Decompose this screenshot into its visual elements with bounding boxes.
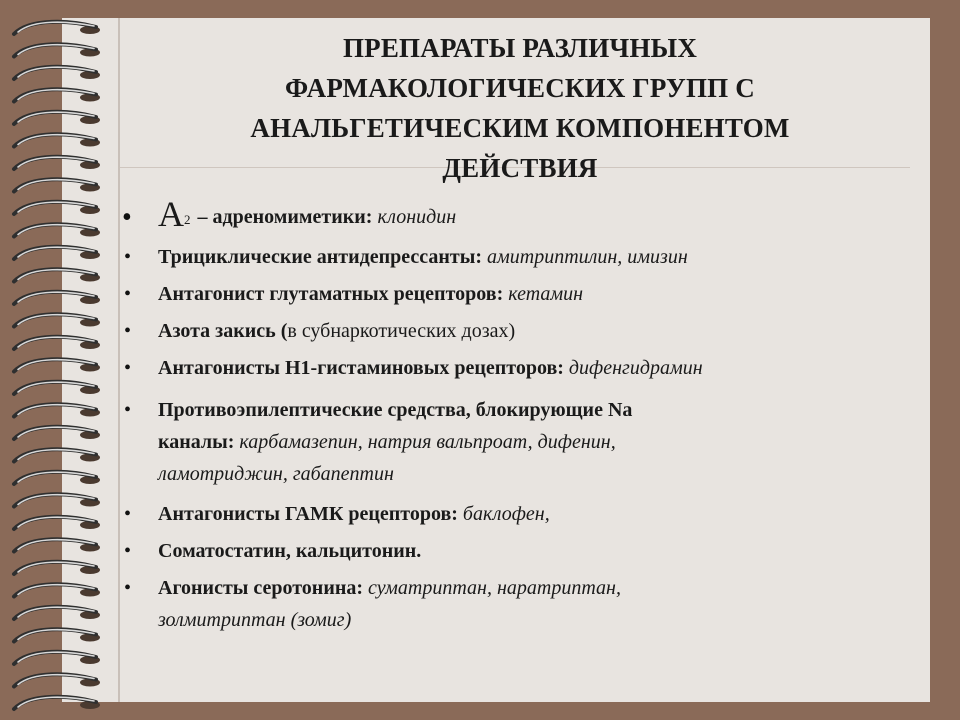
alpha-letter: А: [158, 194, 184, 234]
spiral-ring: [14, 607, 100, 619]
spiral-ring: [14, 179, 100, 191]
list-item: [118, 352, 878, 389]
spiral-binding: [0, 0, 120, 720]
item-drugs: суматриптан, наратриптан,: [363, 577, 621, 599]
item-term: Агонисты серотонина:: [158, 577, 364, 599]
spiral-ring: [14, 584, 100, 596]
bullet-icon: •: [124, 577, 132, 599]
bullet-icon: •: [124, 357, 132, 379]
spiral-ring: [14, 337, 100, 349]
spiral-ring: [14, 427, 100, 439]
list-item: [118, 394, 878, 490]
list-item: [118, 498, 878, 535]
item-term: Азота закись (: [158, 320, 288, 342]
bullet-icon: •: [124, 320, 132, 342]
list-item: [118, 572, 878, 636]
spiral-ring: [14, 472, 100, 484]
title-line-3: АНАЛЬГЕТИЧЕСКИМ КОМПОНЕНТОМ: [250, 113, 790, 143]
spiral-ring: [14, 674, 100, 686]
title-line-2: ФАРМАКОЛОГИЧЕСКИХ ГРУПП С: [284, 73, 756, 103]
item-term: – адреномиметики:: [192, 206, 373, 228]
spiral-ring: [14, 404, 100, 416]
bullet-icon: •: [122, 202, 132, 233]
title-line-4: ДЕЙСТВИЯ: [442, 153, 598, 183]
item-note: в субнаркотических дозах): [287, 320, 516, 342]
spiral-ring: [14, 157, 100, 169]
spiral-ring: [14, 89, 100, 101]
bullet-icon: •: [124, 540, 132, 562]
item-drugs: клонидин: [372, 206, 457, 228]
alpha-subscript: 2: [184, 212, 191, 227]
item-drugs: кетамин: [503, 283, 584, 305]
list-item: [118, 241, 878, 278]
item-term: Трициклические антидепрессанты:: [158, 246, 482, 268]
item-drugs: баклофен,: [457, 503, 550, 525]
list-item: [118, 535, 878, 572]
spiral-ring: [14, 562, 100, 574]
item-drugs-cont: ламотриджин, габапептин: [158, 463, 394, 485]
item-term: Противоэпилептические средства, блокирующие Na: [158, 399, 633, 421]
bullet-icon: •: [124, 503, 132, 525]
spiral-ring: [14, 112, 100, 124]
item-term-cont: каналы:: [158, 431, 235, 453]
spiral-ring: [14, 697, 100, 709]
spiral-ring: [14, 269, 100, 281]
item-drugs: дифенгидрамин: [563, 357, 703, 379]
drug-list: [118, 195, 878, 636]
item-drugs: амитриптилин, имизин: [482, 246, 688, 268]
item-term: Антагонисты ГАМК рецепторов:: [158, 503, 458, 525]
spiral-ring: [14, 22, 100, 34]
spiral-ring: [14, 629, 100, 641]
spiral-ring: [14, 134, 100, 146]
list-item: [118, 278, 878, 315]
spiral-ring: [14, 539, 100, 551]
item-term: Соматостатин, кальцитонин.: [158, 540, 422, 562]
spiral-ring: [14, 359, 100, 371]
spiral-ring: [14, 67, 100, 79]
list-item: [118, 195, 878, 241]
slide-title: [140, 28, 900, 188]
spiral-ring: [14, 652, 100, 664]
item-term: Антагонист глутаматных рецепторов:: [158, 283, 504, 305]
spiral-ring: [14, 44, 100, 56]
item-drugs-cont: золмитриптан (зомиг): [158, 609, 352, 631]
spiral-ring: [14, 382, 100, 394]
spiral-ring: [14, 494, 100, 506]
bullet-icon: •: [124, 283, 132, 305]
spiral-ring: [14, 292, 100, 304]
bullet-icon: •: [124, 399, 132, 421]
item-drugs: карбамазепин, натрия вальпроат, дифенин,: [234, 431, 616, 453]
spiral-ring: [14, 224, 100, 236]
spiral-ring: [14, 517, 100, 529]
title-line-1: ПРЕПАРАТЫ РАЗЛИЧНЫХ: [342, 33, 698, 63]
spiral-ring: [14, 247, 100, 259]
list-item: [118, 315, 878, 352]
spiral-ring: [14, 449, 100, 461]
item-term: Антагонисты Н1-гистаминовых рецепторов:: [158, 357, 564, 379]
spiral-ring: [14, 202, 100, 214]
bullet-icon: •: [124, 246, 132, 268]
spiral-ring: [14, 314, 100, 326]
